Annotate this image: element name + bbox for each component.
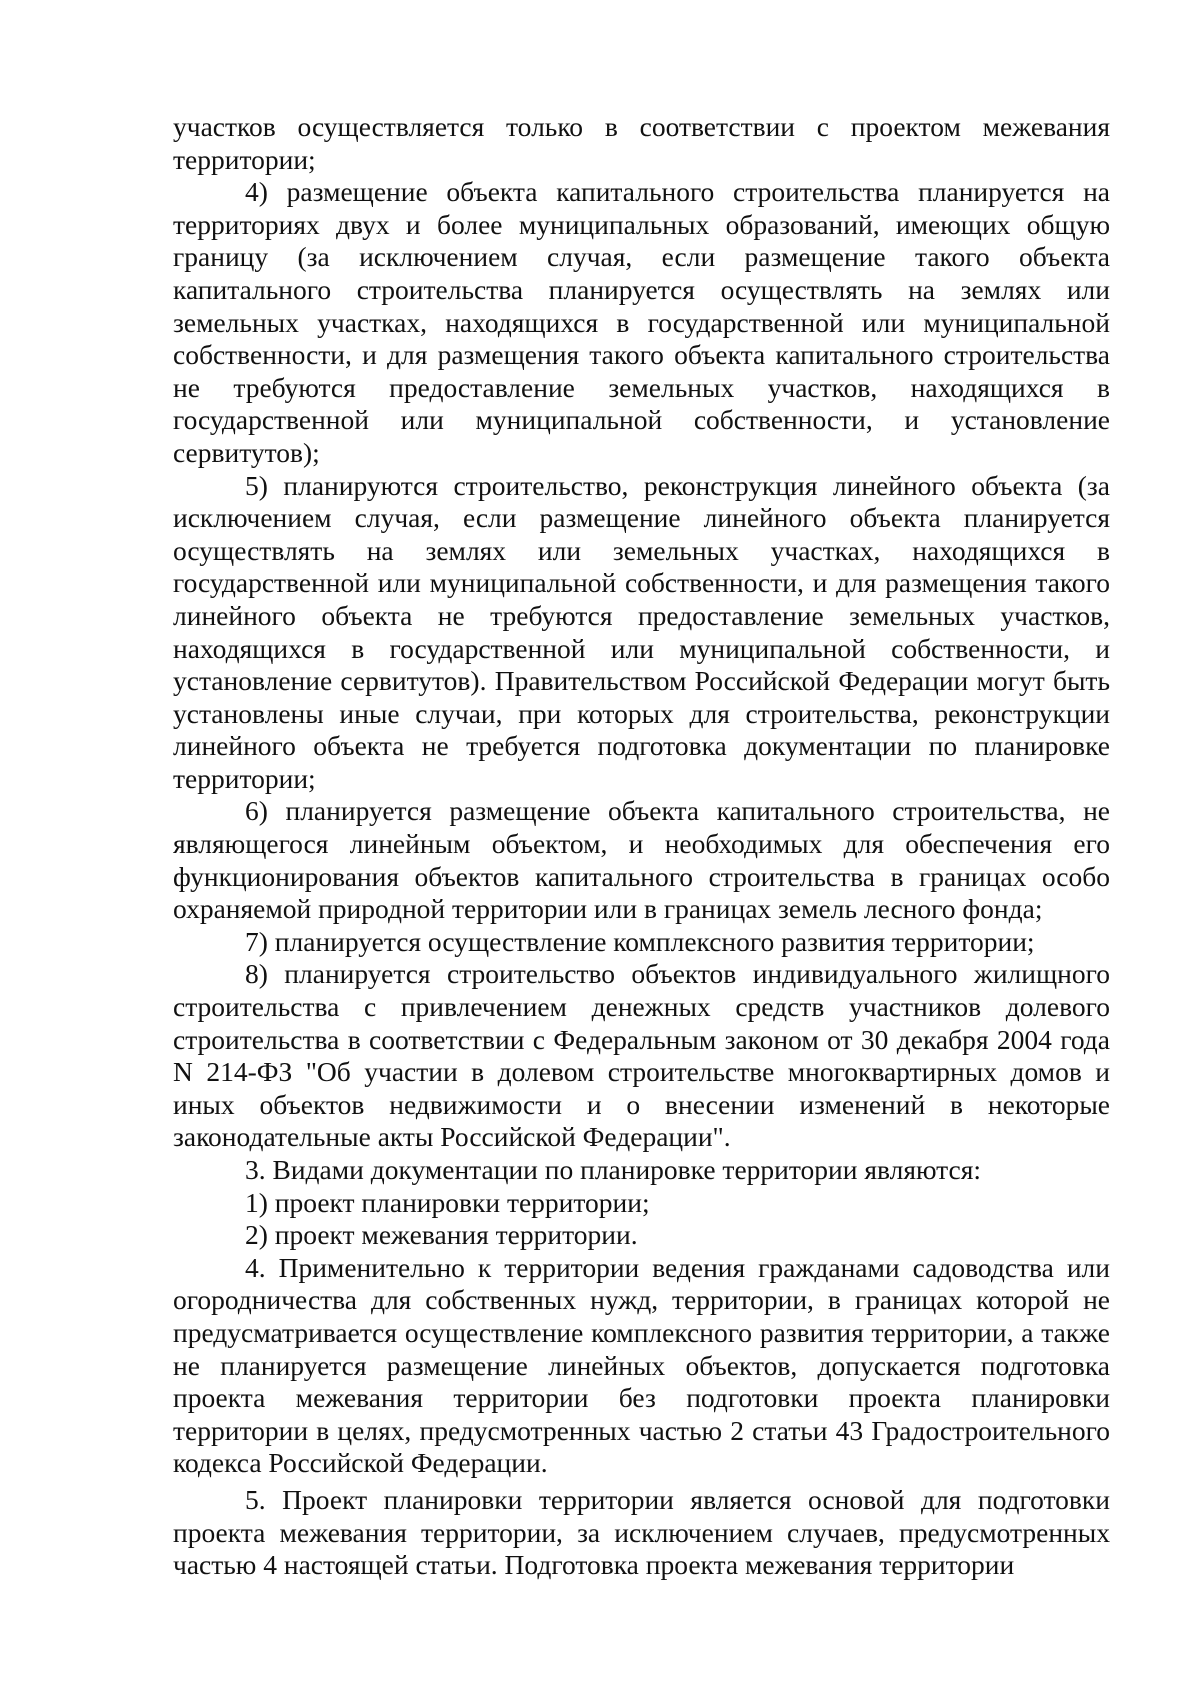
list-item-5: 5) планируются строительство, реконструкция линейного объекта (за исключением случая, если размещение линейного объекта планируется осуществлять на землях или земельных участках, находящихся в государственной или муниципальной собственности, и для размещения такого линейного объекта не требуются предоставление земельных участков, находящихся в государственной или муниципальной собственности, и установление сервитутов). Правительством Российской Федерации могут быть установлены иные случаи, при которых для строительства, реконструкции линейного объекта не требуется подготовка документации по планировке территории; xyxy=(173,469,1110,794)
list-item-4: 4) размещение объекта капитального строительства планируется на территориях двух и более муниципальных образований, имеющих общую границу (за исключением случая, если размещение такого объекта капитального строительства планируется осуществлять на землях или земельных участках, находящихся в государственной или муниципальной собственности, и для размещения такого объекта капитального строительства не требуются предоставление земельных участков, находящихся в государственной или муниципальной собственности, и установление сервитутов); xyxy=(173,176,1110,468)
section-4-paragraph: 4. Применительно к территории ведения гражданами садоводства или огородничества для собственных нужд, территории, в границах которой не предусматривается осуществление комплексного развития территории, а также не планируется размещение линейных объектов, допускается подготовка проекта межевания территории без подготовки проекта планировки территории в целях, предусмотренных частью 2 статьи 43 Градостроительного кодекса Российской Федерации. xyxy=(173,1251,1110,1479)
paragraph-continuation: участков осуществляется только в соответствии с проектом межевания территории; xyxy=(173,111,1110,175)
section-3-item-1: 1) проект планировки территории; xyxy=(245,1186,650,1218)
list-item-6: 6) планируется размещение объекта капитального строительства, не являющегося линейным объектом, и необходимых для обеспечения его функционирования объектов капитального строительства в границах особо охраняемой природной территории или в границах земель лесного фонда; xyxy=(173,795,1110,925)
list-item-7: 7) планируется осуществление комплексного развития территории; xyxy=(245,925,1035,957)
document-page xyxy=(173,111,1110,1582)
section-5-paragraph: 5. Проект планировки территории является основой для подготовки проекта межевания территории, за исключением случаев, предусмотренных частью 4 настоящей статьи. Подготовка проекта межевания территории xyxy=(173,1483,1110,1581)
list-item-8: 8) планируется строительство объектов индивидуального жилищного строительства с привлечением денежных средств участников долевого строительства в соответствии с Федеральным законом от 30 декабря 2004 года N 214-ФЗ "Об участии в долевом строительстве многоквартирных домов и иных объектов недвижимости и о внесении изменений в некоторые законодательные акты Российской Федерации". xyxy=(173,958,1110,1153)
section-3-heading: 3. Видами документации по планировке территории являются: xyxy=(245,1154,982,1185)
section-3-item-2: 2) проект межевания территории. xyxy=(245,1219,638,1251)
